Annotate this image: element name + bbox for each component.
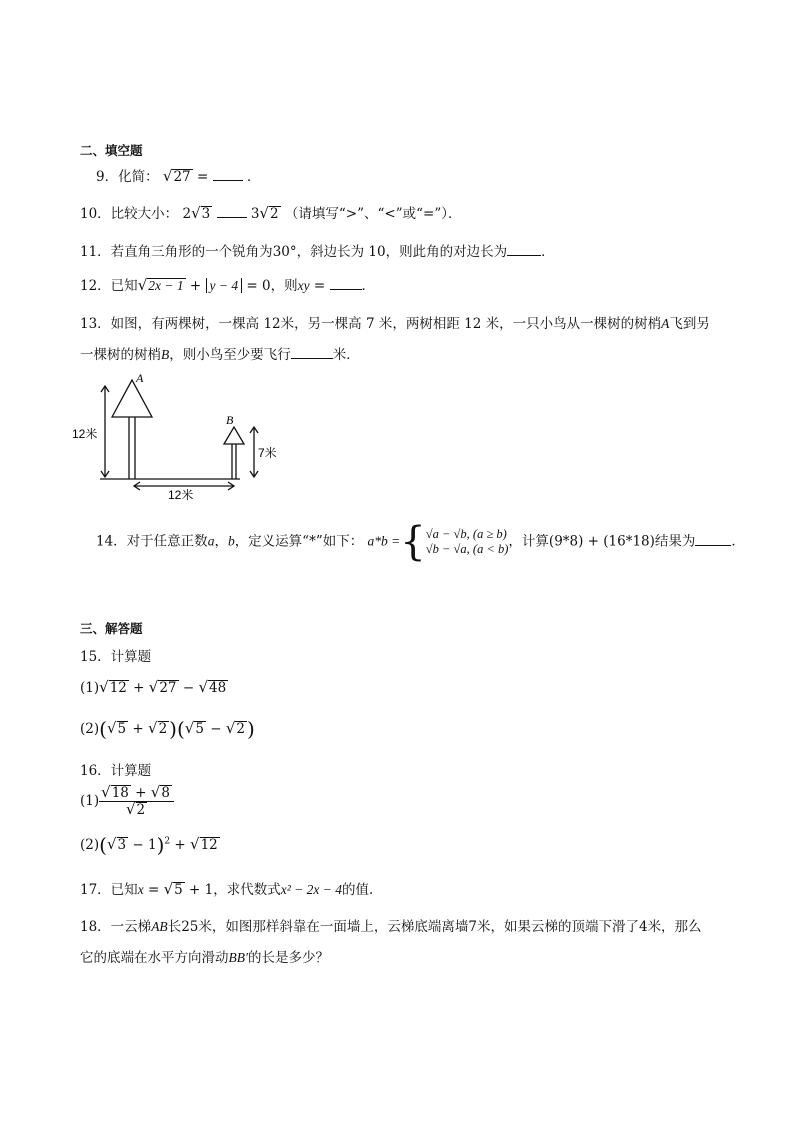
q15-p2-r2b: 2 (236, 721, 245, 737)
tree-b-crown (224, 427, 244, 444)
section-fill-in: 二、填空题 (80, 143, 143, 158)
q14-prompt: 14．对于任意正数 (96, 533, 208, 550)
q10-a-radicand: 3 (201, 206, 211, 222)
q14-lhs: a*b = (367, 533, 401, 549)
q12-radicand: 2x − 1 (148, 278, 184, 293)
q15-p2-r2a: 2 (158, 721, 168, 737)
q12-mid: ，则 (270, 278, 298, 294)
q17-eq: = (147, 882, 160, 898)
q11-text: 11．若直角三角形的一个锐角为 (80, 244, 273, 260)
q10-answer-blank[interactable] (217, 205, 247, 218)
section-answer: 三、解答题 (80, 621, 143, 636)
question-17: 17．已知x = √ 5 + 1，求代数式x² − 2x − 4的值． (80, 880, 383, 898)
q12-plus: + (189, 278, 202, 294)
q12-answer-blank[interactable] (330, 277, 362, 290)
tree-figure (70, 371, 277, 502)
question-12: 12．已知 √ 2x − 1 + y − 4 = 0，则xy = ． (80, 276, 376, 294)
q10-b-coef: 3 (250, 206, 260, 222)
q18-text2: 它的底端在水平方向滑动 (80, 950, 229, 966)
q14-end: ． (731, 533, 745, 550)
q17-pre: 17．已知 (80, 882, 138, 898)
q10-prompt: 10．比较大小： (80, 206, 179, 222)
q11-answer-blank[interactable] (507, 243, 541, 256)
q18-n7: 7 (468, 919, 477, 935)
q17-mid: ，求代数式 (213, 882, 281, 898)
q14-case1: √a − √b, (a ≥ b) (425, 527, 507, 541)
q9-end: ． (246, 169, 261, 185)
q13-unit: 米． (332, 347, 360, 363)
q16-p2-sq: 2 (164, 836, 171, 847)
q10-note: （请填写“>”、“<”或“=”）． (284, 206, 462, 222)
q16-title: 16．计算题 (80, 763, 152, 779)
q9-radical: √ 27 (162, 167, 191, 185)
q14-mid: ，定义运算“*”如下： (234, 533, 364, 550)
fig-height-a: 12米 (72, 427, 98, 441)
q15-part1: (1) √ 12 + √ 27 − √ 48 (80, 678, 227, 696)
q16-p2-r2: 12 (200, 837, 218, 853)
q14-cases (426, 527, 509, 557)
q13-text2: 一棵树的树梢 (80, 347, 161, 363)
fig-distance: 12米 (168, 488, 194, 502)
q17-end: 的值． (342, 882, 383, 898)
q13-text1b: 飞到另 (669, 316, 710, 332)
q16-p2-r: 3 (117, 837, 127, 853)
q12-xy: xy (297, 278, 310, 293)
fig-height-b: 7米 (258, 446, 277, 460)
q16-part1 (80, 785, 174, 818)
q14-brace: { (400, 519, 426, 565)
tree-a-crown (112, 380, 152, 417)
q14-case2: √b − √a, (a < b) (425, 542, 509, 556)
q18-l1b: 长 (167, 919, 182, 935)
q16-den: 2 (136, 802, 146, 818)
q15-part2: (2)( √ 5 + √ 2 )( √ 5 − √ 2 ) (80, 717, 255, 741)
q16-p1-label: (1) (80, 793, 100, 809)
q14-post2: 结果为 (654, 533, 696, 550)
q15-p1-label: (1) (80, 680, 100, 696)
q18-n4: 4 (638, 919, 648, 935)
q16-num1: 18 (111, 785, 129, 801)
q9-equals: = (196, 169, 209, 185)
q15-p2-r1b: 5 (195, 721, 204, 737)
q18-text1: 18．一云梯 (80, 919, 152, 935)
question-11 (80, 240, 555, 260)
q9-prompt: 9．化简： (96, 169, 159, 185)
q16-part2: (2)( √ 3 − 1)$^2$ + √ 12 (80, 833, 218, 857)
q10-b-radicand: 2 (269, 206, 279, 222)
q18-bb: BB′ (228, 950, 248, 965)
q13-point-b: B (161, 347, 170, 362)
question-14 (96, 519, 745, 565)
q13-point-a: A (661, 316, 670, 331)
q16-fraction: √ 18 + √ 8 √ 2 (99, 785, 174, 818)
q17-expr: x² − 2x − 4 (280, 882, 343, 897)
q14-expr: (9*8) + (16*18) (548, 533, 655, 550)
q17-x: x (137, 882, 144, 897)
q15-p1-r1: 12 (109, 680, 127, 696)
q18-l1d: 米，如果云梯的顶端下滑了 (476, 919, 639, 935)
q15-p2-label: (2) (80, 721, 100, 737)
q12-prompt: 12．已知 (80, 278, 138, 294)
q13-text2b: ，则小鸟至少要飞行 (169, 347, 291, 363)
question-10: 10．比较大小： 2 √ 3 3 √ 2 （请填写“>”、“<”或“=”）． (80, 204, 462, 222)
q12-eq2: = (309, 278, 330, 294)
q18-ab: AB (151, 919, 168, 934)
q15-title: 15．计算题 (80, 649, 152, 665)
question-9 (96, 165, 260, 185)
q12-abs: y − 4 (206, 278, 243, 293)
q11-angle: 30° (272, 244, 297, 260)
q13-text1: 13．如图，有两棵树，一棵高 12米，另一棵高 7 米，两树相距 12 米，一只小鸟从一棵树的树梢 (80, 316, 662, 332)
q9-radicand: 27 (173, 169, 191, 185)
q18-l2b: 的长是多少？ (247, 950, 329, 966)
q18-l1e: 米，那么 (647, 919, 702, 935)
question-13-line1 (80, 312, 710, 332)
q18-l1c: 米，如图那样斜靠在一面墙上，云梯底端离墙 (198, 919, 469, 935)
q17-rad: 5 (174, 882, 183, 898)
q15-p1-r3: 48 (209, 680, 227, 696)
fig-label-a: A (136, 371, 144, 385)
q14-post: ，计算 (508, 533, 549, 550)
q11-text2: ，斜边长为 10，则此角的对边长为 (296, 244, 508, 260)
q14-a: a (207, 533, 215, 549)
q14-sep: ， (214, 533, 228, 550)
q14-b: b (227, 533, 235, 549)
q15-p2-r1a: 5 (117, 721, 127, 737)
q10-a-coef: 2 (182, 206, 192, 222)
q18-n25: 25 (181, 919, 199, 935)
q14-answer-blank[interactable] (695, 533, 731, 546)
q13-answer-blank[interactable] (291, 346, 333, 359)
question-18-line1 (80, 915, 702, 935)
q15-p1-r2: 27 (159, 680, 177, 696)
q9-answer-blank[interactable] (213, 168, 243, 181)
q11-end: ． (541, 244, 555, 260)
q17-plus1: + 1 (189, 882, 214, 898)
fig-label-b: B (226, 413, 234, 427)
q12-end: ． (361, 278, 376, 294)
q16-p2-label: (2) (80, 837, 100, 853)
q12-eq: = 0 (246, 278, 271, 294)
q16-num2: 8 (161, 785, 170, 801)
question-18-line2 (80, 946, 329, 966)
question-13-line2 (80, 343, 360, 363)
